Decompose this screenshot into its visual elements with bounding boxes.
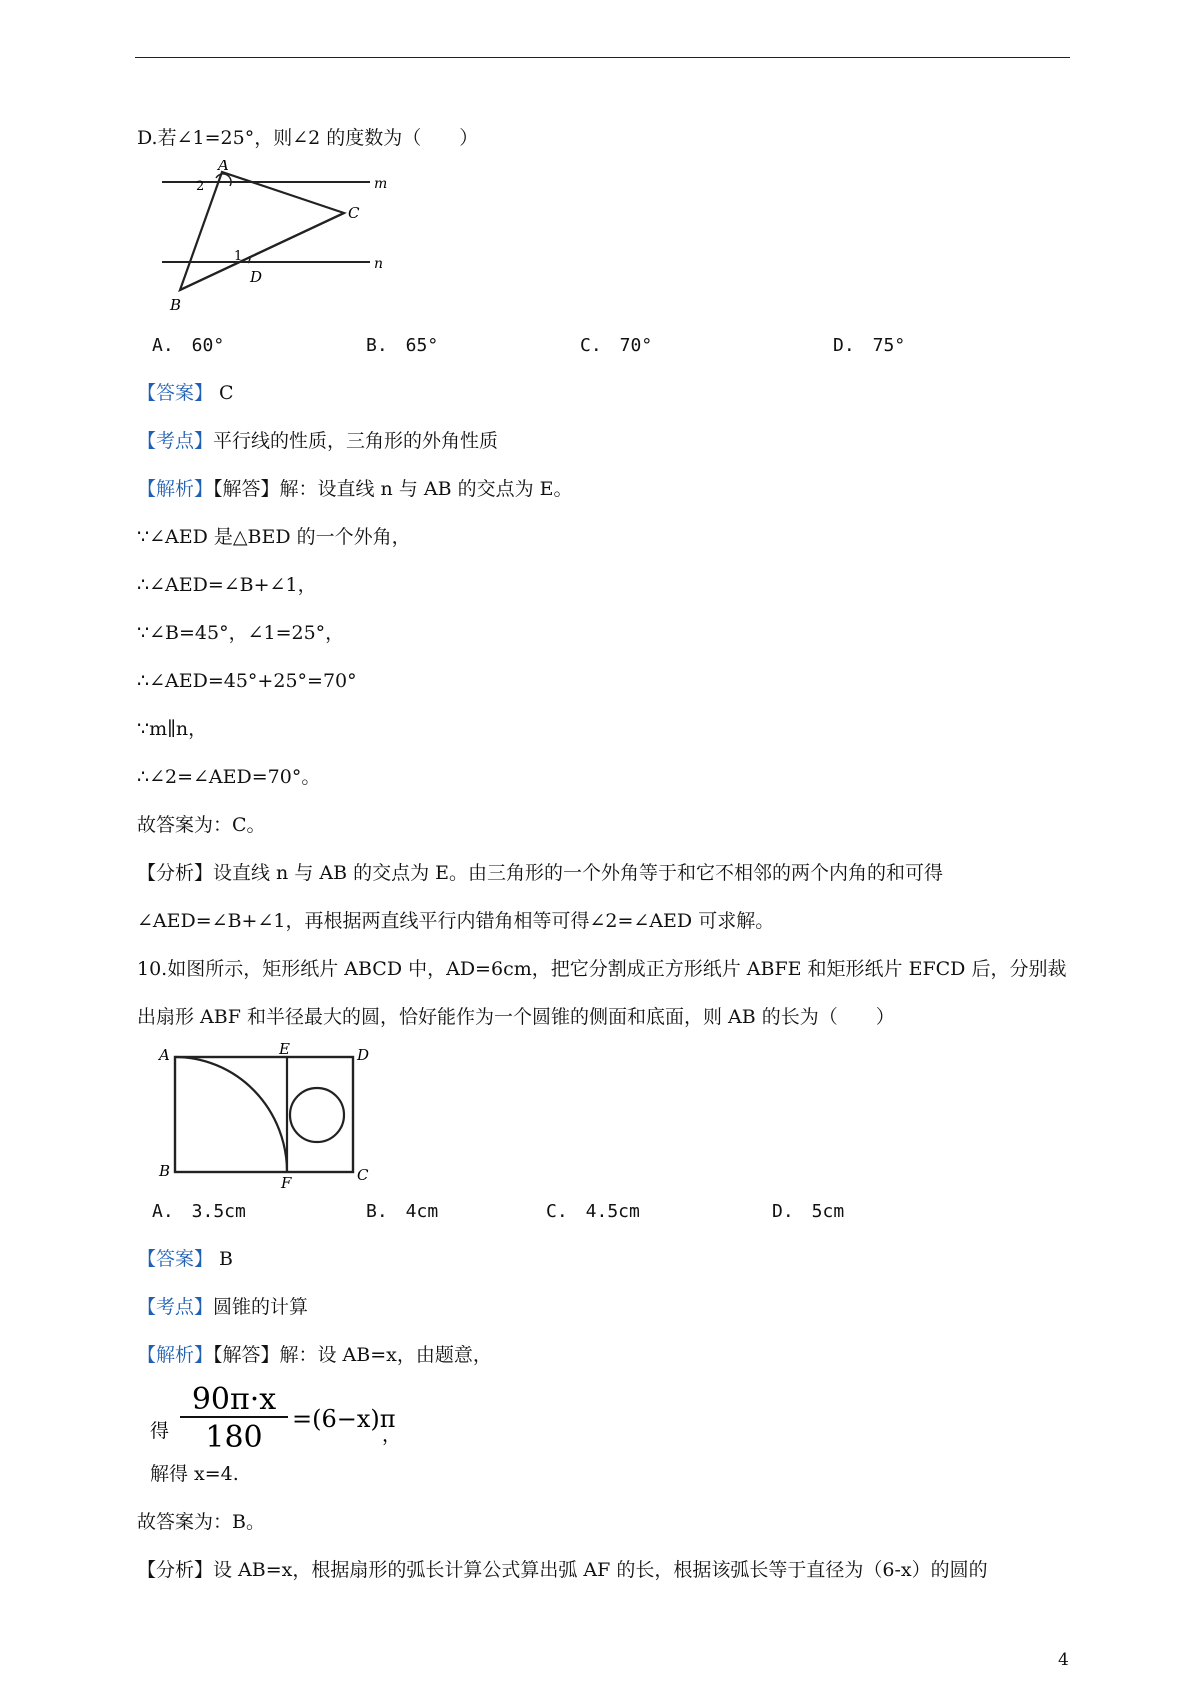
q10-jiexi xyxy=(137,1343,492,1367)
q9-option-a: A. 60° xyxy=(152,335,225,356)
fenxi-text: 设直线 n 与 AB 的交点为 E。由三角形的一个外角等于和它不相邻的两个内角的和可得 xyxy=(213,862,944,884)
jiexi-tag: 【解析】 xyxy=(137,478,214,500)
q10-option-d: D. 5cm xyxy=(772,1201,845,1222)
q9-step-5: ∵m∥n， xyxy=(137,718,208,740)
answer-tag: 【答案】 xyxy=(137,382,214,404)
q9-fenxi xyxy=(137,861,943,885)
label-A: A xyxy=(159,1046,170,1064)
q9-step-4: ∴∠AED=45°+25°=70° xyxy=(137,670,357,692)
fenxi-tag: 【分析】 xyxy=(137,1559,214,1581)
q10-option-a: A. 3.5cm xyxy=(152,1201,246,1222)
fenxi-text: 设 AB=x，根据扇形的弧长计算公式算出弧 AF 的长，根据该弧长等于直径为（6-x）的圆的 xyxy=(213,1559,988,1581)
page-number: 4 xyxy=(1058,1650,1069,1670)
label-2: 2 xyxy=(196,179,205,194)
q10-figure xyxy=(155,1040,375,1190)
jiexi-text: 【解答】解：设直线 n 与 AB 的交点为 E。 xyxy=(213,478,573,500)
q10-fenxi xyxy=(137,1558,988,1582)
formula-prefix: 得 xyxy=(150,1420,170,1442)
q9-step-6: ∴∠2=∠AED=70°。 xyxy=(137,766,321,788)
label-n: n xyxy=(374,256,384,272)
q10-formula xyxy=(150,1375,420,1455)
answer-value: C xyxy=(213,382,234,404)
q9-step-3: ∵∠B=45°，∠1=25°， xyxy=(137,622,345,644)
kaodian-text: 圆锥的计算 xyxy=(213,1296,309,1318)
label-B: B xyxy=(159,1162,171,1180)
fenxi-tag: 【分析】 xyxy=(137,862,214,884)
kaodian-tag: 【考点】 xyxy=(137,1296,214,1318)
label-E: E xyxy=(279,1040,290,1058)
formula-denominator: 180 xyxy=(205,1420,263,1455)
jiexi-tag: 【解析】 xyxy=(137,1344,214,1366)
q10-answer xyxy=(137,1247,233,1271)
label-1: 1 xyxy=(234,249,243,264)
q9-step-2: ∴∠AED=∠B+∠1， xyxy=(137,574,317,596)
label-m: m xyxy=(374,176,388,192)
label-D: D xyxy=(250,268,263,286)
jiexi-text: 【解答】解：设 AB=x，由题意， xyxy=(213,1344,492,1366)
q10-option-b: B. 4cm xyxy=(366,1201,439,1222)
q9-option-b: B. 65° xyxy=(366,335,439,356)
q9-figure xyxy=(160,160,390,320)
q10-conclusion: 故答案为：B。 xyxy=(137,1511,265,1533)
q10-stem-2: 出扇形 ABF 和半径最大的圆，恰好能作为一个圆锥的侧面和底面，则 AB 的长为（ ） xyxy=(137,1006,895,1028)
q10-option-c: C. 4.5cm xyxy=(546,1201,640,1222)
label-A: A xyxy=(218,160,229,174)
answer-value: B xyxy=(213,1248,234,1270)
inscribed-circle xyxy=(290,1088,344,1142)
q9-conclusion: 故答案为：C。 xyxy=(137,814,266,836)
formula-rhs: =(6−x)π xyxy=(292,1405,396,1433)
label-C: C xyxy=(348,204,360,222)
q10-solve: 解得 x=4. xyxy=(150,1463,239,1485)
label-C: C xyxy=(357,1166,369,1184)
rectangle-abcd xyxy=(175,1057,353,1172)
kaodian-tag: 【考点】 xyxy=(137,430,214,452)
q9-kaodian xyxy=(137,429,498,453)
header-rule xyxy=(135,57,1070,58)
label-D: D xyxy=(357,1046,370,1064)
kaodian-text: 平行线的性质，三角形的外角性质 xyxy=(213,430,499,452)
q9-fenxi-cont: ∠AED=∠B+∠1，再根据两直线平行内错角相等可得∠2=∠AED 可求解。 xyxy=(137,910,775,932)
q9-step-1: ∵∠AED 是△BED 的一个外角， xyxy=(137,526,411,548)
q9-option-c: C. 70° xyxy=(580,335,653,356)
arc-af xyxy=(175,1057,287,1172)
q10-stem-1: 10.如图所示，矩形纸片 ABCD 中，AD=6cm，把它分割成正方形纸片 ABFE 和矩形纸片 EFCD 后，分别裁 xyxy=(137,958,1067,980)
label-B: B xyxy=(170,296,182,314)
answer-tag: 【答案】 xyxy=(137,1248,214,1270)
label-F: F xyxy=(281,1174,292,1190)
q10-kaodian xyxy=(137,1295,308,1319)
formula-suffix: ， xyxy=(382,1424,402,1446)
formula-numerator: 90π·x xyxy=(191,1382,277,1417)
q9-option-d: D. 75° xyxy=(833,335,906,356)
q9-stem: D.若∠1=25°，则∠2 的度数为（ ） xyxy=(137,127,479,149)
q9-jiexi xyxy=(137,477,573,501)
q9-answer xyxy=(137,381,234,405)
